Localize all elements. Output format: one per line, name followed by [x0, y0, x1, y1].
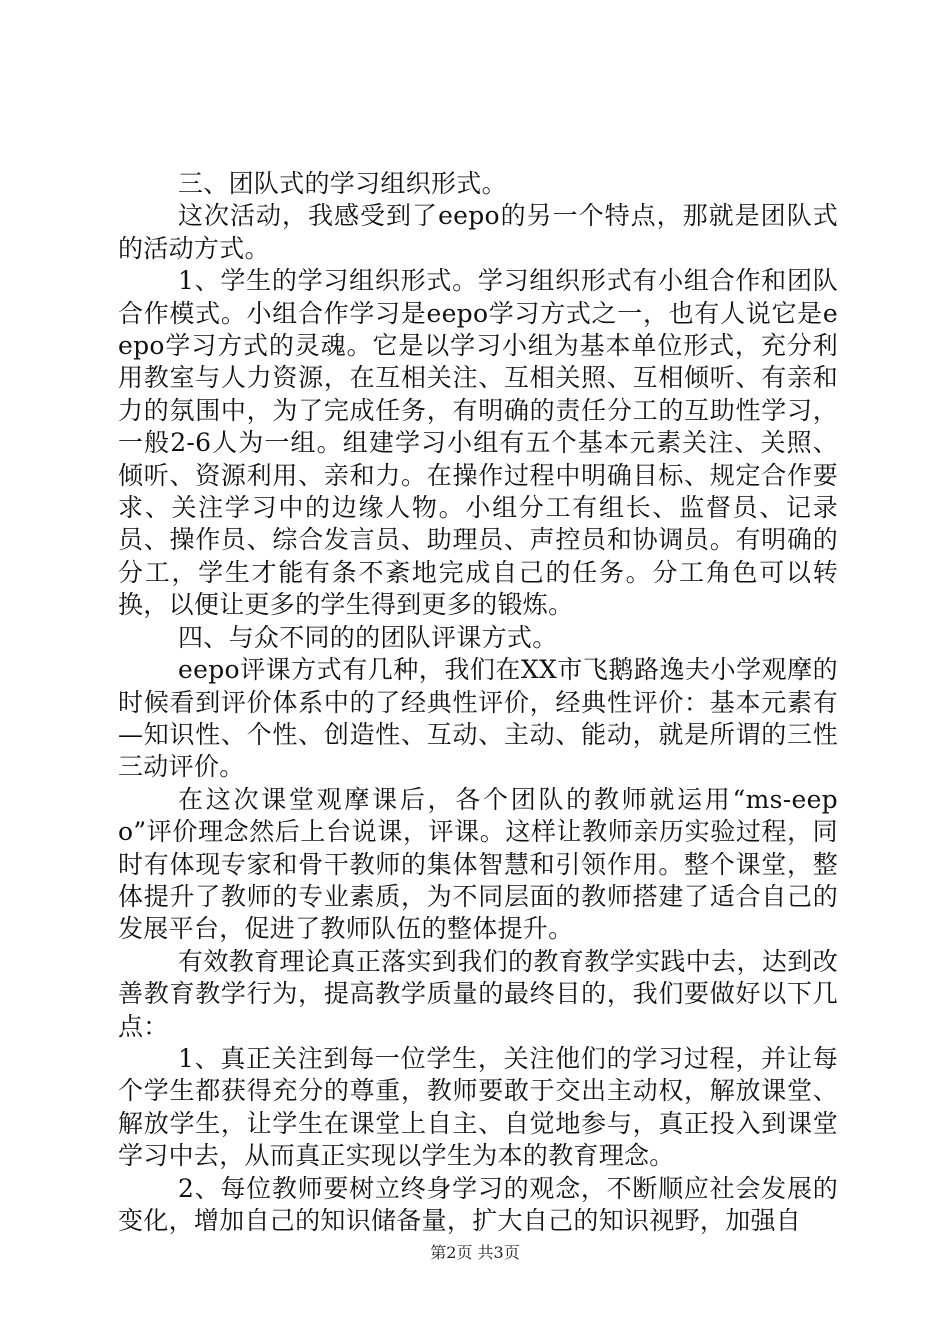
- page-number-footer: 第2页 共3页: [430, 1243, 520, 1262]
- document-body: [118, 168, 838, 1237]
- list-item-point-one: 1、真正关注到每一位学生，关注他们的学习过程，并让每个学生都获得充分的尊重，教师要敢于交出主动权，解放课堂、解放学生，让学生在课堂上自主、自觉地参与，真正投入到课堂学习中去，从而真正实现以学生为本的教育理念。: [118, 1043, 838, 1171]
- paragraph-evaluation-methods: eepo评课方式有几种，我们在XX市飞鹅路逸夫小学观摩的时候看到评价体系中的了经典性评价，经典性评价：基本元素有—知识性、个性、创造性、互动、主动、能动，就是所谓的三性三动评价。: [118, 655, 838, 782]
- paragraph-student-organization: 1、学生的学习组织形式。学习组织形式有小组合作和团队合作模式。小组合作学习是eepo学习方式之一，也有人说它是eepo学习方式的灵魂。它是以学习小组为基本单位形式，充分利用教室与人力资源，在互相关注、互相关照、互相倾听、有亲和力的氛围中，为了完成任务，有明确的责任分工的互助性学习，一般2-6人为一组。组建学习小组有五个基本元素关注、关照、倾听、资源利用、亲和力。在操作过程中明确目标、规定合作要求、关注学习中的边缘人物。小组分工有组长、监督员、记录员、操作员、综合发言员、助理员、声控员和协调员。有明确的分工，学生才能有条不紊地完成自己的任务。分工角色可以转换，以便让更多的学生得到更多的锻炼。: [118, 266, 838, 620]
- paragraph-observation-lesson: 在这次课堂观摩课后，各个团队的教师就运用“ms-eepo”评价理念然后上台说课，评课。这样让教师亲历实验过程，同时有体现专家和骨干教师的集体智慧和引领作用。整个课堂，整体提升了教师的专业素质，为不同层面的教师搭建了适合自己的发展平台，促进了教师队伍的整体提升。: [118, 784, 838, 944]
- list-item-point-two: 2、每位教师要树立终身学习的观念，不断顺应社会发展的变化，增加自己的知识储备量，扩大自己的知识视野，加强自: [118, 1173, 838, 1235]
- section-heading-four: 四、与众不同的的团队评课方式。: [178, 622, 558, 652]
- paragraph-eepo-feature: 这次活动，我感受到了eepo的另一个特点，那就是团队式的活动方式。: [118, 201, 838, 263]
- section-heading-three: 三、团队式的学习组织形式。: [178, 169, 507, 198]
- paragraph-effective-education: 有效教育理论真正落实到我们的教育教学实践中去，达到改善教育教学行为，提高教学质量的最终目的，我们要做好以下几点：: [118, 946, 838, 1041]
